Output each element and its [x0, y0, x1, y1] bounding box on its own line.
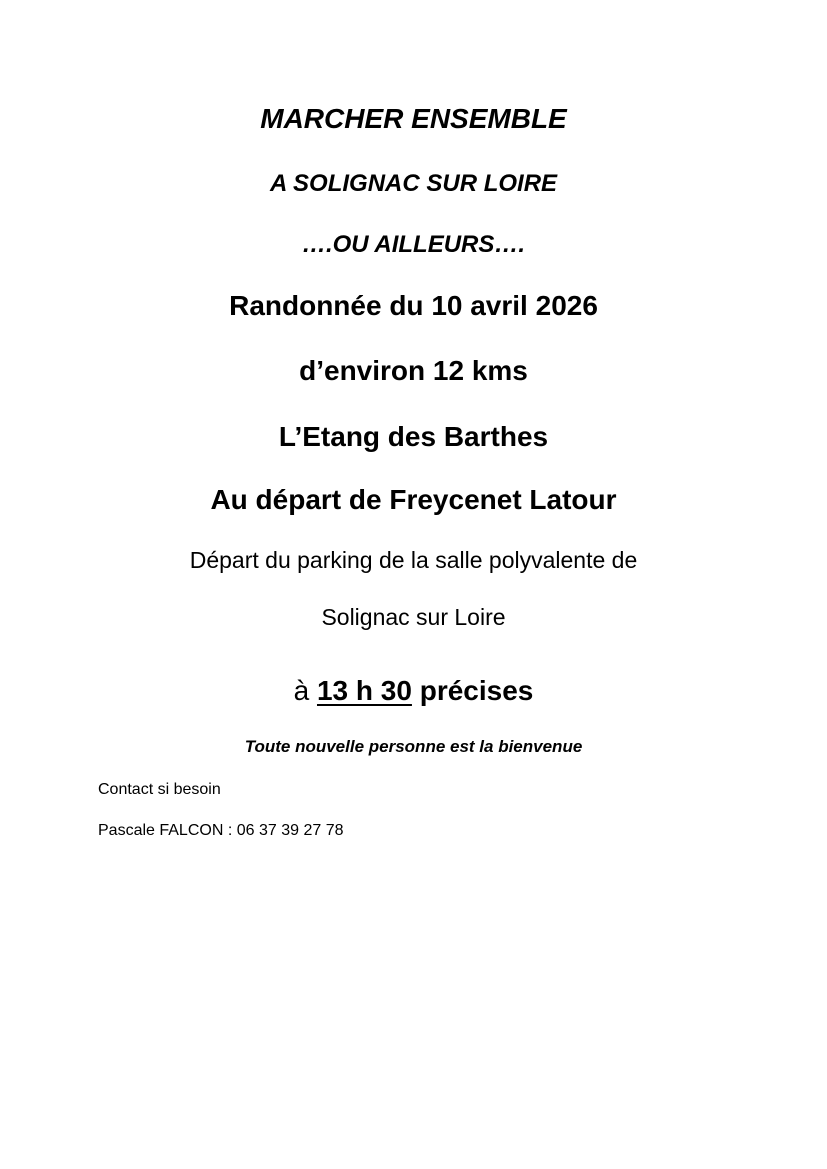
contact-person: Pascale FALCON : 06 37 39 27 78: [98, 822, 344, 839]
meeting-place-line-1: Départ du parking de la salle polyvalente de: [189, 547, 638, 573]
time-suffix: précises: [419, 675, 534, 706]
destination: L’Etang des Barthes: [278, 421, 549, 452]
meeting-time: [0, 677, 827, 705]
departure-from: Au départ de Freycenet Latour: [210, 484, 617, 515]
subtitle: A SOLIGNAC SUR LOIRE: [269, 170, 558, 197]
tagline: ….OU AILLEURS….: [301, 231, 526, 258]
contact-label: Contact si besoin: [98, 781, 221, 798]
time-prefix: à: [293, 675, 310, 706]
meeting-place-line-2: Solignac sur Loire: [321, 604, 506, 630]
distance: d’environ 12 kms: [299, 355, 528, 386]
welcome-note: Toute nouvelle personne est la bienvenue: [244, 737, 583, 756]
hike-date: Randonnée du 10 avril 2026: [229, 290, 598, 321]
title: MARCHER ENSEMBLE: [260, 103, 567, 134]
time-value: 13 h 30: [316, 675, 412, 706]
